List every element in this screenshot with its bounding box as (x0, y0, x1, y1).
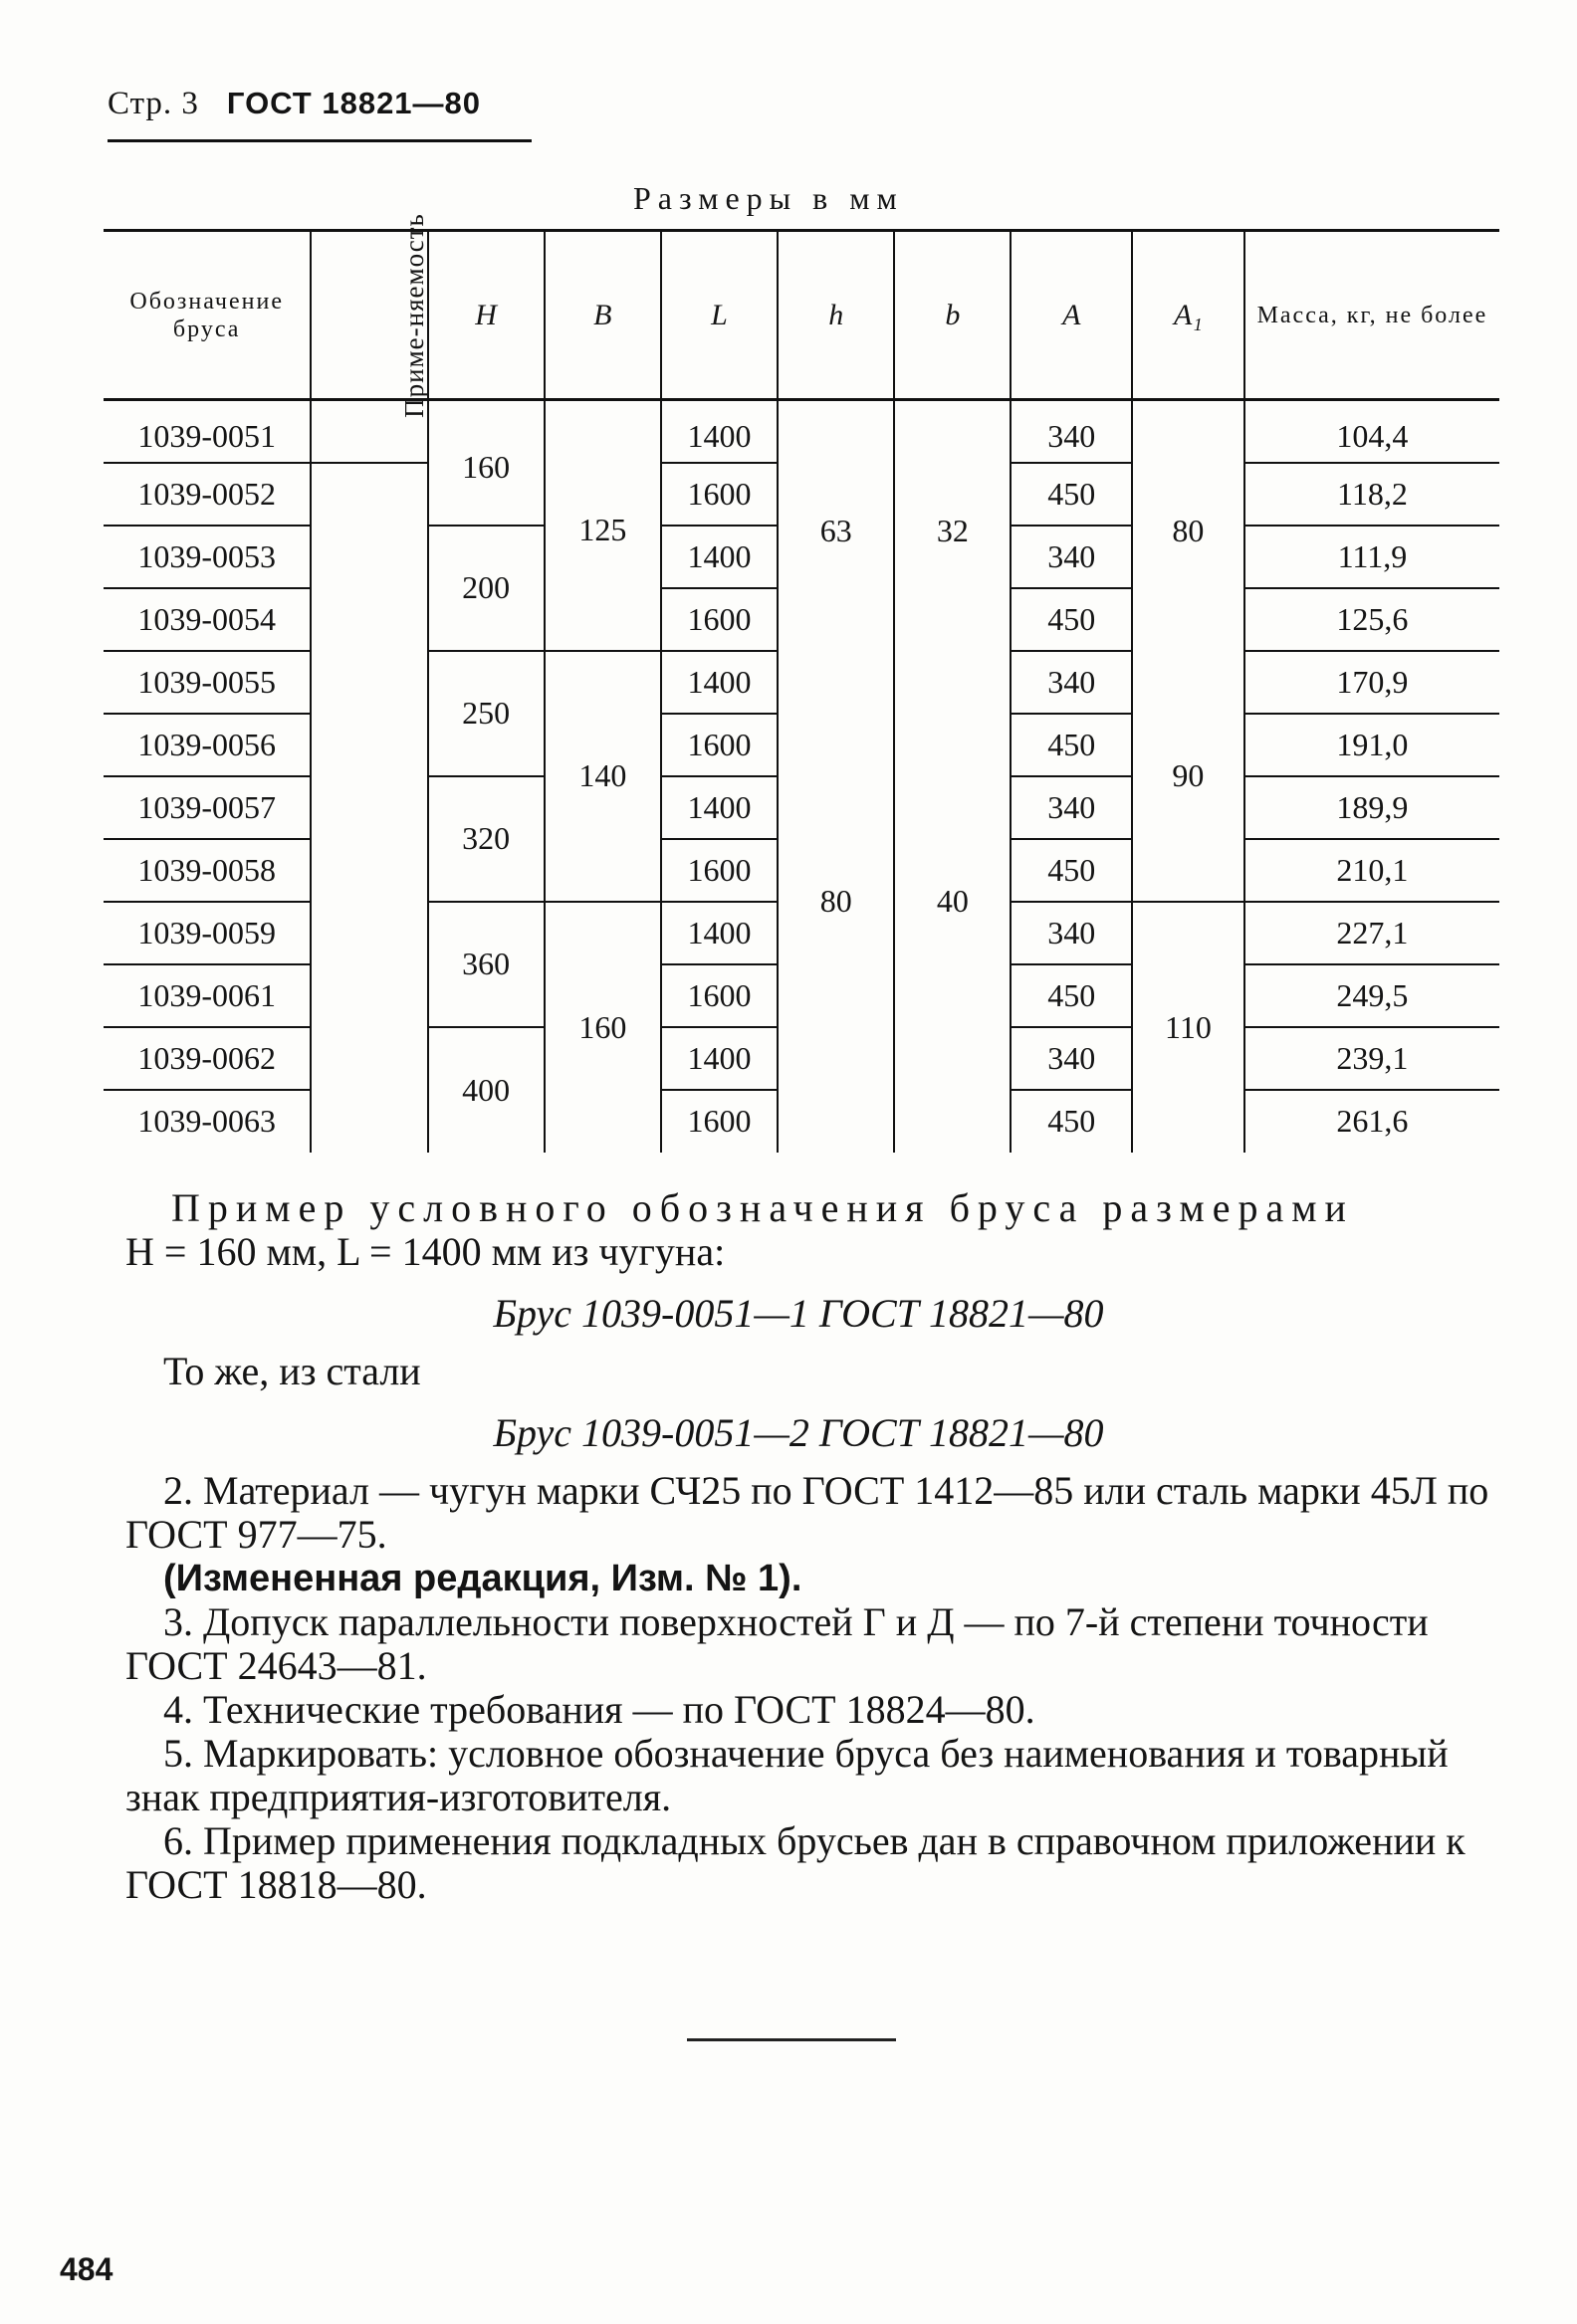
cell-L: 1400 (661, 651, 778, 714)
header-A1: A₁ (1132, 231, 1244, 400)
cell-A: 450 (1011, 588, 1132, 651)
cell-b: 40 (894, 651, 1011, 1153)
cell-L: 1400 (661, 526, 778, 588)
cell-designation: 1039-0058 (104, 839, 311, 902)
cell-A: 340 (1011, 651, 1132, 714)
header-h: h (778, 231, 894, 400)
cell-designation: 1039-0051 (104, 400, 311, 463)
header-mass: Масса, кг, не более (1244, 231, 1499, 400)
cell-B: 125 (545, 400, 661, 651)
cell-applicability (311, 463, 427, 526)
cell-applicability (311, 1090, 427, 1153)
page-header (108, 86, 481, 122)
item-2-material: 2. Материал — чугун марки СЧ25 по ГОСТ 1412—85 или сталь марки 45Л по ГОСТ 977—75. (125, 1468, 1489, 1557)
header-H: H (428, 231, 545, 400)
header-applicability (311, 212, 430, 418)
item-4-requirements: 4. Технические требования — по ГОСТ 18824—80. (163, 1687, 1035, 1732)
cell-mass: 104,4 (1244, 400, 1499, 463)
footer-rule (687, 2038, 896, 2041)
cell-A: 340 (1011, 902, 1132, 964)
table-caption: Размеры в мм (633, 180, 904, 216)
cell-H: 200 (428, 526, 545, 651)
cell-applicability (311, 964, 427, 1027)
cell-designation: 1039-0053 (104, 526, 311, 588)
cell-mass: 111,9 (1244, 526, 1499, 588)
cell-mass: 261,6 (1244, 1090, 1499, 1153)
cell-A1: 80 (1132, 400, 1244, 651)
cell-mass: 170,9 (1244, 651, 1499, 714)
header-b: b (894, 231, 1011, 400)
cell-H: 360 (428, 902, 545, 1027)
header-underline (108, 139, 532, 142)
header-applicability-text: Приме-няемость (399, 212, 430, 418)
item-2-revision-note: (Измененная редакция, Изм. № 1). (163, 1558, 802, 1599)
table-header-row (104, 231, 1499, 400)
cell-h: 63 (778, 400, 894, 651)
cell-A: 450 (1011, 714, 1132, 776)
cell-L: 1600 (661, 1090, 778, 1153)
cell-A1: 110 (1132, 902, 1244, 1153)
cell-A1: 90 (1132, 651, 1244, 902)
cell-applicability (311, 776, 427, 839)
cell-A: 340 (1011, 776, 1132, 839)
dimensions-table (104, 212, 1499, 1153)
example-designation-2: Брус 1039-0051—2 ГОСТ 18821—80 (493, 1410, 1104, 1455)
header-designation: Обозначение бруса (104, 231, 311, 400)
cell-A: 450 (1011, 839, 1132, 902)
cell-designation: 1039-0055 (104, 651, 311, 714)
cell-applicability (311, 588, 427, 651)
table-row (104, 651, 1499, 714)
cell-designation: 1039-0059 (104, 902, 311, 964)
cell-L: 1400 (661, 400, 778, 463)
cell-applicability (311, 1027, 427, 1090)
cell-L: 1400 (661, 902, 778, 964)
cell-L: 1600 (661, 588, 778, 651)
cell-L: 1600 (661, 839, 778, 902)
page-label: Стр. 3 (108, 86, 199, 121)
dimensions-table-container (104, 212, 1499, 1153)
cell-mass: 125,6 (1244, 588, 1499, 651)
header-A: A (1011, 231, 1132, 400)
example-params: H = 160 мм, L = 1400 мм из чугуна: (125, 1229, 726, 1274)
cell-applicability (311, 526, 427, 588)
cell-designation: 1039-0062 (104, 1027, 311, 1090)
cell-mass: 227,1 (1244, 902, 1499, 964)
cell-H: 400 (428, 1027, 545, 1153)
cell-A: 450 (1011, 463, 1132, 526)
item-5-marking: 5. Маркировать: условное обозначение бруса без наименования и товарный знак предприятия-изготовителя. (125, 1731, 1449, 1819)
cell-b: 32 (894, 400, 1011, 651)
cell-L: 1400 (661, 776, 778, 839)
cell-A: 340 (1011, 400, 1132, 463)
page-number: 484 (60, 2251, 113, 2287)
cell-mass: 118,2 (1244, 463, 1499, 526)
cell-A: 450 (1011, 964, 1132, 1027)
cell-mass: 191,0 (1244, 714, 1499, 776)
cell-applicability (311, 839, 427, 902)
header-L: L (661, 231, 778, 400)
cell-H: 160 (428, 400, 545, 526)
cell-H: 250 (428, 651, 545, 776)
document-code: ГОСТ 18821—80 (226, 86, 482, 120)
cell-B: 140 (545, 651, 661, 902)
cell-h: 80 (778, 651, 894, 1153)
cell-A: 450 (1011, 1090, 1132, 1153)
same-from-steel: То же, из стали (163, 1349, 421, 1393)
cell-mass: 249,5 (1244, 964, 1499, 1027)
cell-L: 1600 (661, 463, 778, 526)
body-text (125, 1185, 1497, 1907)
cell-mass: 239,1 (1244, 1027, 1499, 1090)
cell-L: 1600 (661, 714, 778, 776)
cell-designation: 1039-0057 (104, 776, 311, 839)
cell-A: 340 (1011, 1027, 1132, 1090)
example-designation-1: Брус 1039-0051—1 ГОСТ 18821—80 (493, 1291, 1104, 1336)
cell-designation: 1039-0056 (104, 714, 311, 776)
cell-mass: 189,9 (1244, 776, 1499, 839)
cell-B: 160 (545, 902, 661, 1153)
cell-applicability (311, 651, 427, 714)
cell-designation: 1039-0061 (104, 964, 311, 1027)
cell-designation: 1039-0052 (104, 463, 311, 526)
cell-applicability (311, 902, 427, 964)
cell-L: 1600 (661, 964, 778, 1027)
item-3-tolerance: 3. Допуск параллельности поверхностей Г и Д — по 7-й степени точности ГОСТ 24643—81. (125, 1599, 1429, 1688)
cell-H: 320 (428, 776, 545, 902)
cell-designation: 1039-0054 (104, 588, 311, 651)
item-6-usage: 6. Пример применения подкладных брусьев дан в справочном приложении к ГОСТ 18818—80. (125, 1818, 1465, 1907)
cell-designation: 1039-0063 (137, 1103, 276, 1139)
cell-L: 1400 (661, 1027, 778, 1090)
cell-mass: 210,1 (1244, 839, 1499, 902)
example-intro: Пример условного обозначения бруса размерами (171, 1185, 1354, 1230)
table-row (104, 400, 1499, 463)
header-B: B (545, 231, 661, 400)
cell-A: 340 (1011, 526, 1132, 588)
cell-applicability (311, 714, 427, 776)
